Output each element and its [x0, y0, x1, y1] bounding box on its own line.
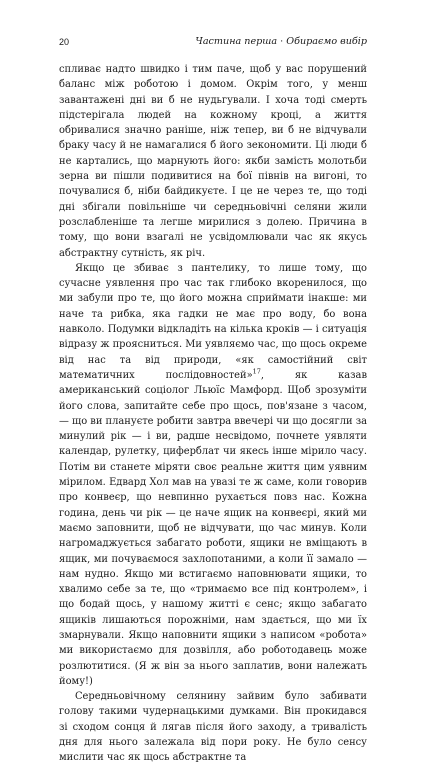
running-head [195, 35, 367, 49]
chapter-title: Обираємо вибір [286, 36, 367, 47]
body-text [59, 62, 367, 766]
page-number: 20 [59, 37, 70, 47]
paragraph-1: спливає надто швидко і тим паче, щоб у вас порушений баланс між роботою і домом. Окрім того, у менш завантажені дні ви б не нудьгували. І хоча тоді смерть підстерігала людей на кожному кроці, а життя обривалися значно раніше, ніж тепер, ви б не відчували браку часу й не намагалися б його зекономити. Ці люди б не картались, що марнують його: якби замість молотьби зерна ви пішли подивитися на бої півнів на вигоні, то почувалися б, ніби байдикуєте. І це не через те, що тоді дні збігали повільніше чи середньовічні селяни жили розслабленіше та легше мирилися з долею. Причина в тому, що вони взагалі не усвідомлювали час як якусь абстрактну сутність, як річ. [59, 64, 367, 259]
part-title: Частина перша [195, 36, 278, 47]
paragraph-3: Середньовічному селянину зайвим було забивати голову такими чудернацькими думками. Він прокидався зі сходом сонця й лягав після його заходу, а тривалість дня для нього залежала від пори року. Не було сенсу мислити час як щось абстрактне та [59, 691, 367, 764]
running-head-separator: · [277, 36, 287, 47]
paragraph-2-part-a: Якщо це збиває з пантелику, то лише тому, що сучасне уявлення про час так глибоко вкоренилося, що ми забули про те, що його можна сприймати інакше: ми наче та рибка, яка гадки не має про воду, бо вона навколо. Подумки відкладіть на кілька кроків — і ситуація відразу ж проясниться. Ми уявляємо час, що щось окреме від нас та від природи, «як самостійний світ математичних послідовностей» [59, 262, 367, 381]
page-header [59, 35, 367, 49]
paragraph-2-part-b: , як казав американський соціолог Льюїс Мамфорд. Щоб зрозуміти його слова, запитайте себе про щось, пов'язане з часом, — що ви плануєте робити завтра ввечері чи що досягли за минулий рік — і ви, радше несвідомо, почнете уявляти календар, рулетку, циферблат чи якесь інше мірило часу. Потім ви станете міряти своє реальне життя цим уявним мірилом. Едвард Хол мав на увазі те ж саме, коли говорив про конвеєр, що невпинно рухається повз нас. Кожна година, день чи рік — це наче ящик на конвеєрі, який ми маємо заповнити, щоб не відчувати, що час минув. Коли нагромаджується забагато роботи, ящики не вміщають в ящик, ми почуваємося захлопотаними, а коли її замало — нам нудно. Якщо ми встигаємо наповнювати ящики, то хвалимо себе за те, що «тримаємо все під контролем», і що бодай щось, у нашому житті є сенс; якщо забагато ящиків лишаються порожніми, нам здається, що ми їх змарнували. Якщо наповнити ящики з написом «робота» ми використаємо для дозвілля, або роботодавець може розлютитися. (Я ж він за нього заплатив, вони належать йому!) [59, 369, 367, 687]
paragraph-2 [59, 261, 367, 689]
footnote-marker[interactable]: 17 [252, 367, 261, 376]
